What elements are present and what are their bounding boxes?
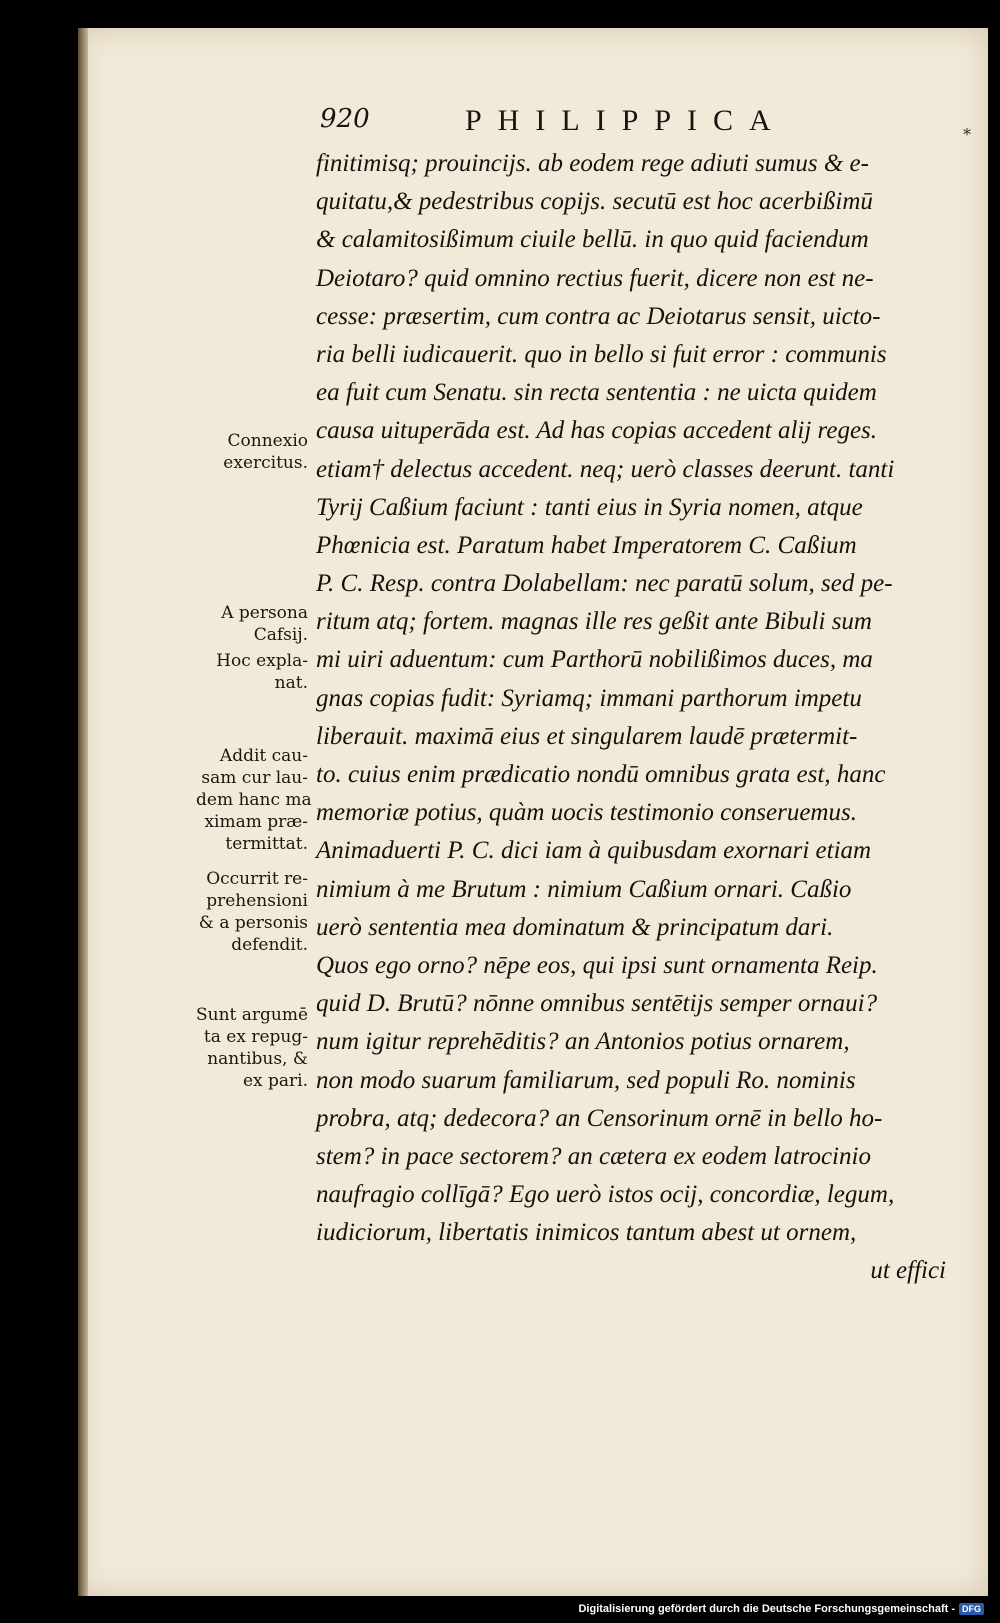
body-line: num igitur reprehēditis? an Antonios potius ornarem, [316, 1028, 850, 1056]
body-line: mi uiri aduentum: cum Parthorū nobilißimos duces, ma [316, 646, 873, 674]
body-line: stem? in pace sectorem? an cætera ex eodem latrocinio [316, 1142, 871, 1170]
body-line: quid D. Brutū? nōnne omnibus sentētijs semper ornaui? [316, 990, 878, 1018]
margin-note-line: prehensioni [206, 891, 308, 911]
margin-note-line: Sunt argumē [196, 1005, 309, 1025]
margin-note-line: Connexio [227, 431, 308, 451]
margin-note-line: ex pari. [242, 1071, 308, 1091]
body-line: gnas copias fudit: Syriamq; immani parthorum impetu [316, 684, 862, 712]
body-line: to. cuius enim prædicatio nondū omnibus grata est, hanc [316, 761, 886, 788]
margin-note-line: exercitus. [223, 453, 308, 473]
body-line: Animaduerti P. C. dici iam à quibusdam exornari etiam [316, 837, 872, 865]
body-line: naufragio collīgā? Ego uerò istos ocij, concordiæ, legum, [316, 1181, 895, 1209]
dfg-logo-icon: DFG [959, 1603, 984, 1615]
body-line: & calamitosißimum ciuile bellū. in quo quid faciendum [316, 226, 869, 254]
running-title: PHILIPPICA [465, 104, 787, 137]
body-line: nimium à me Brutum : nimium Caßium ornari. Caßio [316, 875, 852, 903]
body-text [316, 145, 966, 1291]
body-line: finitimisq; prouincijs. ab eodem rege adiuti sumus & e- [316, 150, 869, 177]
margin-note-occurrit [196, 868, 308, 956]
body-line: ritum atq; fortem. magnas ille res geßit ante Bibuli sum [316, 608, 872, 636]
margin-note-line: ximam præ- [204, 812, 308, 832]
page-number: 920 [320, 104, 370, 134]
margin-note-line: defendit. [231, 935, 308, 955]
margin-note-line: Hoc expla- [216, 651, 308, 671]
body-line: quitatu,& pedestribus copijs. secutū est hoc acerbißimū [316, 188, 873, 216]
body-line: liberauit. maximā eius et singularem laudē prætermit- [316, 722, 858, 750]
margin-note-line: nat. [274, 673, 308, 693]
margin-note-line: A persona [221, 603, 308, 623]
funding-notice: Digitalisierung gefördert durch die Deutsche Forschungsgemeinschaft - [578, 1603, 955, 1615]
margin-note-addit [196, 745, 312, 855]
margin-note-argumenta [196, 1004, 308, 1092]
margin-note-line: nantibus, & [207, 1049, 308, 1069]
body-line: uerò sententia mea dominatum & principatum dari. [316, 913, 834, 941]
body-line: Tyrij Caßium faciunt : tanti eius in Syria nomen, atque [316, 493, 863, 521]
margin-note-explanat [196, 650, 308, 694]
margin-note-line: Cafsij. [253, 625, 308, 645]
body-line: etiam† delectus accedent. neq; uerò classes deerunt. tanti [316, 455, 895, 483]
margin-note-connexio [196, 430, 308, 474]
margin-note-line: sam cur lau- [201, 768, 308, 788]
body-line: Phœnicia est. Paratum habet Imperatorem C. Caßium [316, 531, 857, 559]
body-line: non modo suarum familiarum, sed populi Ro. nominis [316, 1066, 856, 1094]
margin-note-line: Occurrit re- [206, 869, 308, 889]
body-line: P. C. Resp. contra Dolabellam: nec paratū solum, sed pe- [316, 570, 893, 598]
body-line: causa uituperāda est. Ad has copias accedent alij reges. [316, 417, 878, 445]
margin-note-line: & a personis [198, 913, 308, 933]
margin-note-line: dem hanc ma [196, 790, 312, 810]
margin-note-persona [196, 602, 308, 646]
body-line: Quos ego orno? nēpe eos, qui ipsi sunt ornamenta Reip. [316, 951, 878, 979]
body-line: memoriæ potius, quàm uocis testimonio conseruemus. [316, 799, 857, 827]
body-line: cesse: præsertim, cum contra ac Deiotarus sensit, uicto- [316, 302, 881, 330]
corner-mark: * [963, 125, 971, 144]
body-line: ria belli iudicauerit. quo in bello si fuit error : communis [316, 340, 887, 368]
body-line: ea fuit cum Senatu. sin recta sententia : ne uicta quidem [316, 379, 877, 407]
digitization-footer [578, 1601, 984, 1617]
margin-note-line: termittat. [225, 834, 308, 854]
catchword: ut effici [870, 1257, 946, 1285]
body-line: probra, atq; dedecora? an Censorinum ornē in bello ho- [316, 1104, 883, 1132]
body-line: Deiotaro? quid omnino rectius fuerit, dicere non est ne- [316, 264, 874, 292]
book-spine-edge [78, 28, 88, 1596]
body-line: iudiciorum, libertatis inimicos tantum abest ut ornem, [316, 1219, 857, 1247]
page-header [320, 104, 800, 144]
margin-note-line: Addit cau- [219, 746, 308, 766]
margin-note-line: ta ex repug- [203, 1027, 308, 1047]
